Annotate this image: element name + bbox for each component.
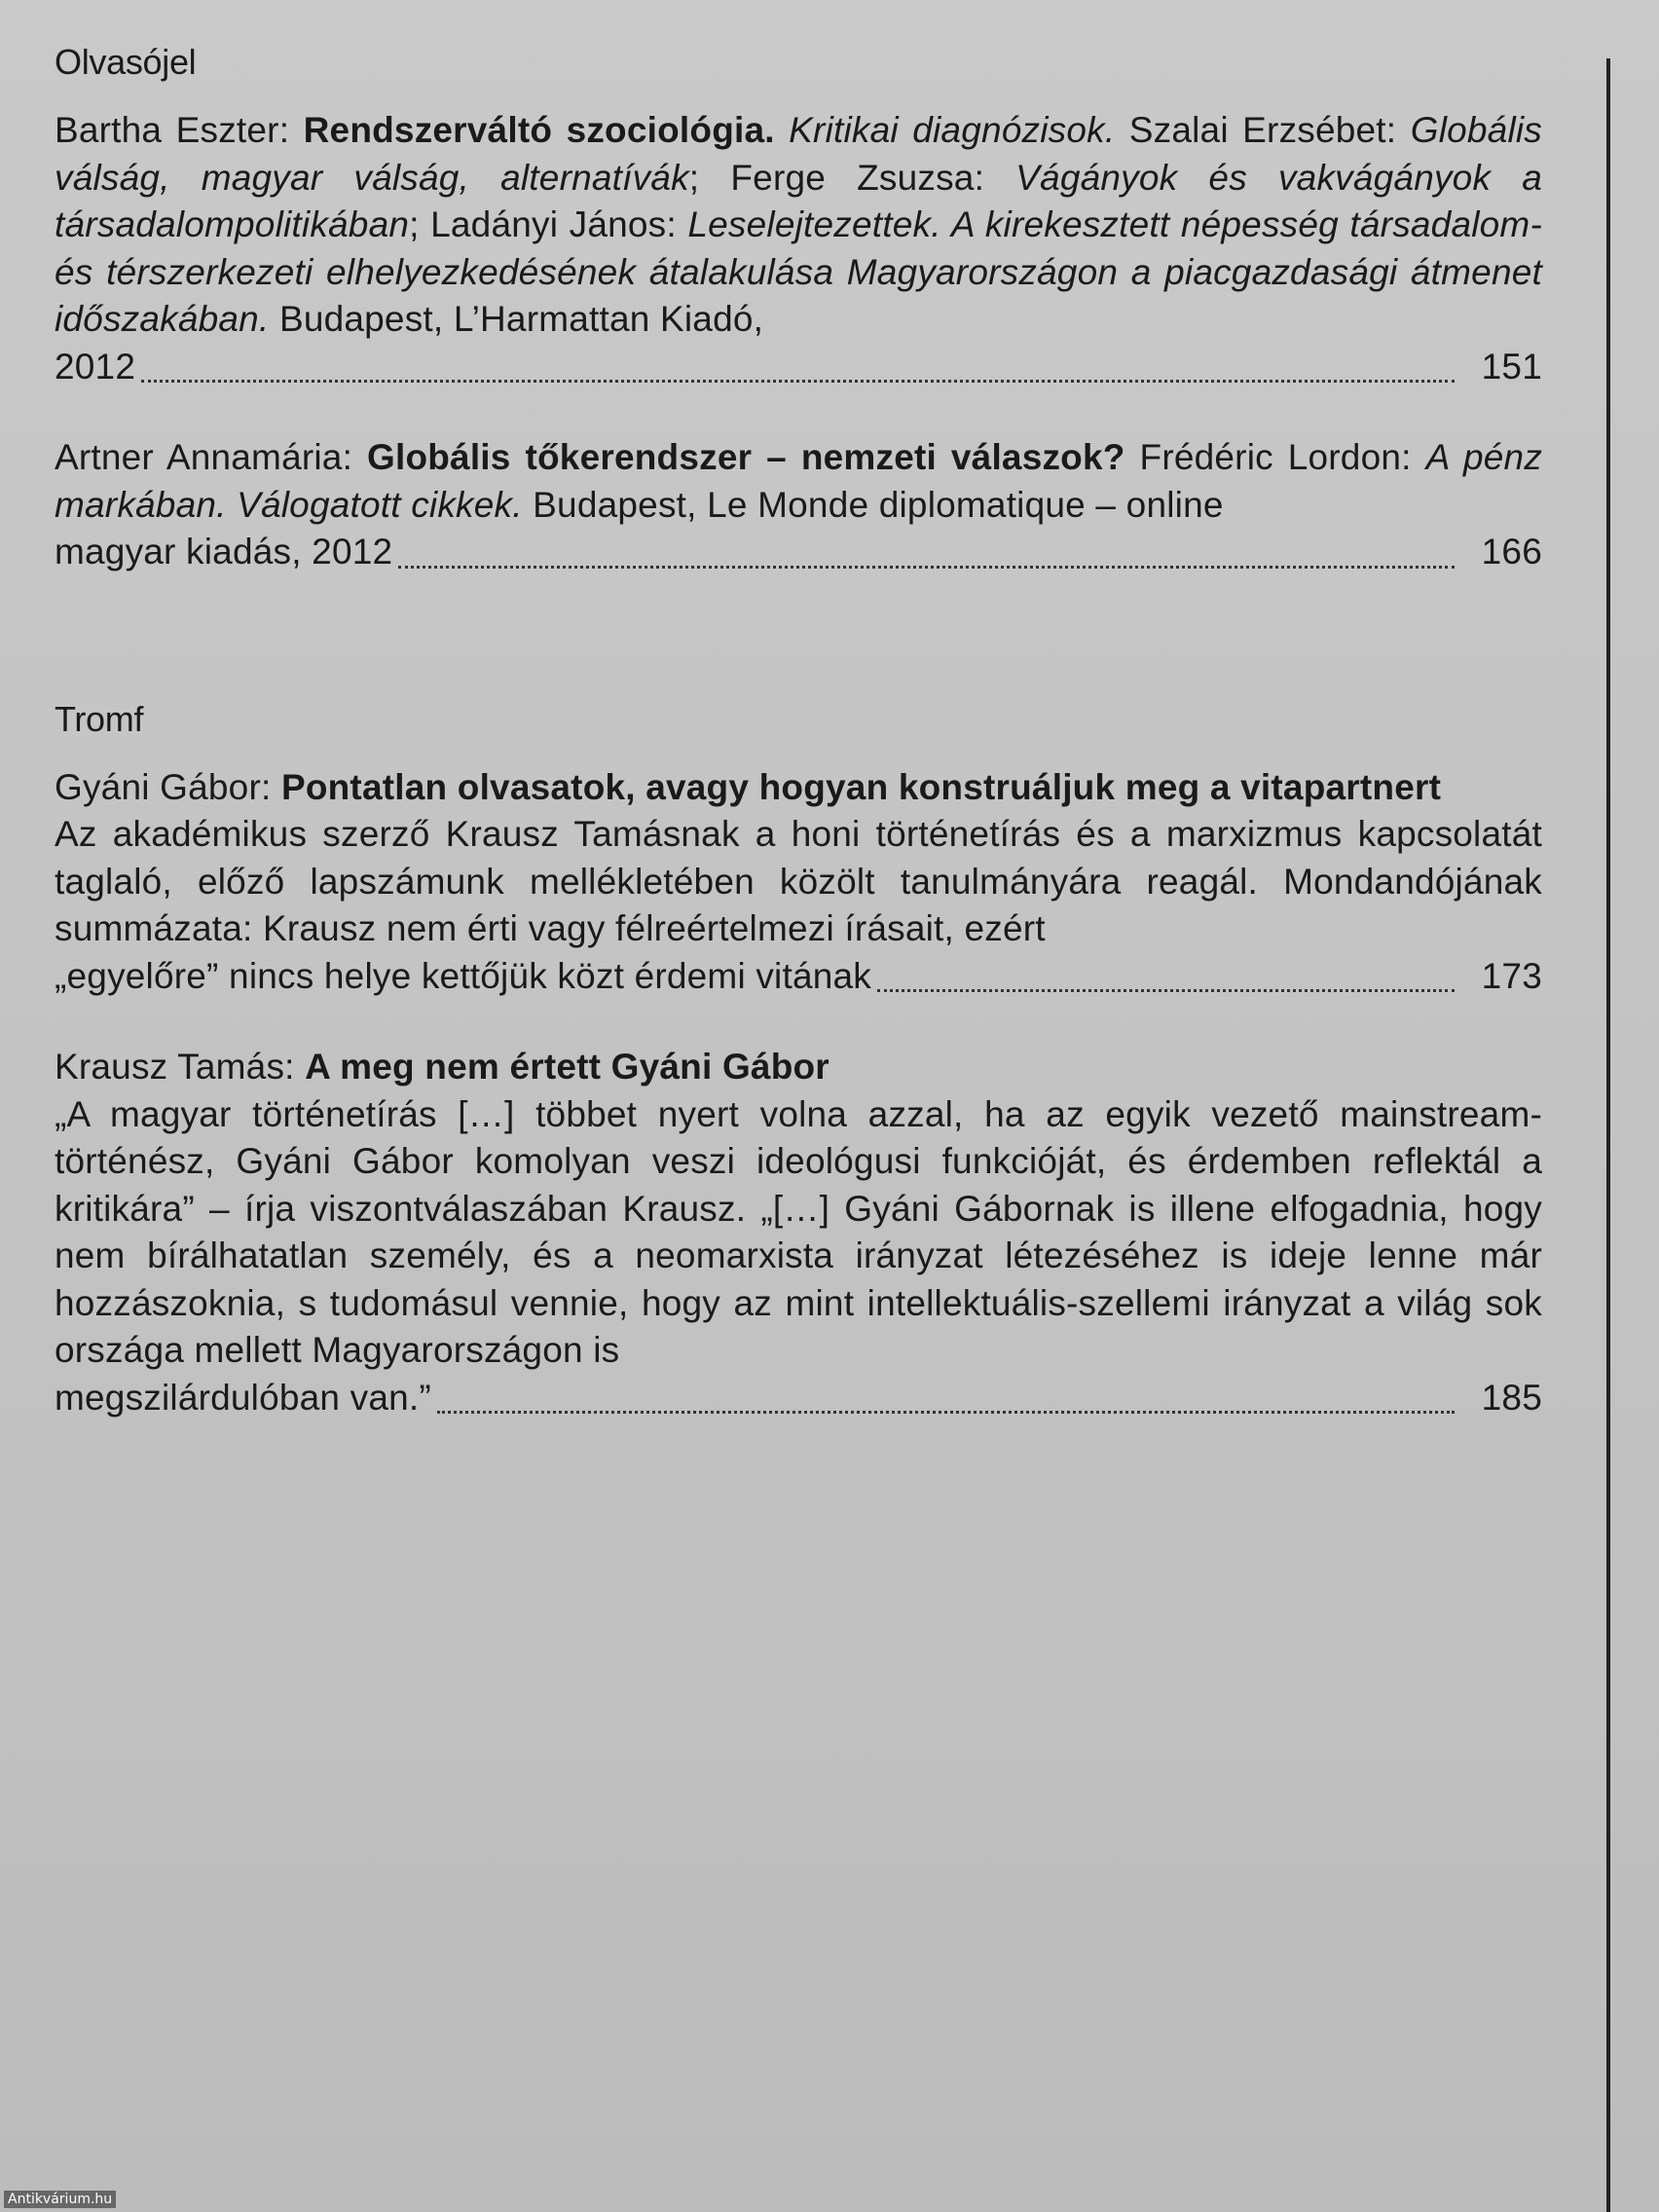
- entry-last-line: [55, 953, 1542, 1001]
- entry-italic: Globális válság, magyar válság, alternatívák: [55, 110, 1542, 198]
- entry-abstract: Az akadémikus szerző Krausz Tamásnak a honi történetírás és a marxizmus kapcsolatát taglaló, előző lapszámunk mellékletében közölt tanulmányára reagál. Mondandójának summázata: Krausz nem érti vagy félreértelmezi írásait, ezért: [55, 814, 1542, 948]
- toc-entry: [55, 764, 1542, 1001]
- page-number: 173: [1481, 955, 1542, 996]
- leader-dots: [141, 380, 1455, 383]
- leader-dots: [398, 566, 1454, 569]
- section-title-olvasojel: Olvasójel: [55, 42, 197, 82]
- entry-title: Globális tőkerendszer – nemzeti válaszok?: [366, 437, 1125, 477]
- entry-abstract: „A magyar történetírás […] többet nyert volna azzal, ha az egyik vezető mainstream-történész, Gyáni Gábor komolyan veszi ideológusi funkcióját, és érdemben reflektál a kritikára” – írja viszontválaszában Krausz. „[…] Gyáni Gábornak is illene elfogadnia, hogy nem bírálhatatlan személy, és a neomarxista irányzat létezéséhez is ideje lenne már hozzászoknia, s tudomásul vennie, hogy az mint intellektuális-szellemi irányzat a világ sok országa mellett Magyarországon is: [55, 1093, 1542, 1370]
- entry-subtitle: Kritikai diagnózisok.: [789, 110, 1116, 150]
- entry-text: Budapest, Le Monde diplomatique – online: [533, 484, 1224, 525]
- entry-last-text: megszilárdulóban van.”: [55, 1377, 431, 1418]
- entry-italic: Leselejtezettek. A kirekesztett népesség társadalom- és térszerkezeti elhelyezkedésének átalakulása Magyarországon a piacgazdasági átmenet időszakában.: [55, 204, 1542, 339]
- leader-dots: [877, 989, 1455, 992]
- entry-text: Szalai Erzsébet:: [1128, 110, 1397, 150]
- entry-last-text: „egyelőre” nincs helye kettőjük közt érdemi vitának: [55, 955, 871, 996]
- entry-title: Rendszerváltó szociológia.: [303, 110, 775, 150]
- entry-last-line: [55, 344, 1542, 391]
- entry-text: Budapest, L’Harmattan Kiadó,: [278, 299, 764, 339]
- entry-text: Frédéric Lordon:: [1139, 437, 1412, 477]
- toc-entry: [55, 434, 1542, 576]
- page-number: 185: [1481, 1377, 1542, 1418]
- entry-author: Bartha Eszter:: [55, 110, 290, 150]
- toc-entry: [55, 107, 1542, 390]
- entry-last-text: 2012: [55, 346, 136, 387]
- entry-italic: Vágányok és vakvágányok a társadalompolitikában: [55, 157, 1543, 244]
- toc-entry: [55, 1044, 1542, 1421]
- entry-last-line: [55, 529, 1542, 576]
- page-number: 166: [1481, 532, 1542, 571]
- entry-author: Krausz Tamás:: [55, 1047, 295, 1087]
- table-of-contents-page: [55, 39, 1542, 1465]
- entry-author: Artner Annamária:: [55, 437, 353, 477]
- entry-title: Pontatlan olvasatok, avagy hogyan konstruáljuk meg a vitapartnert: [280, 766, 1442, 807]
- entry-last-text: magyar kiadás, 2012: [55, 532, 393, 571]
- watermark: Antikvárium.hu: [4, 2191, 116, 2208]
- section-title-tromf: Tromf: [55, 698, 144, 739]
- entry-text: ; Ladányi János:: [409, 204, 677, 244]
- entry-last-line: [55, 1375, 1542, 1422]
- entry-italic: A pénz markában. Válogatott cikkek.: [55, 437, 1543, 525]
- entry-text: ; Ferge Zsuzsa:: [688, 157, 985, 198]
- entry-title: A meg nem értett Gyáni Gábor: [305, 1047, 830, 1087]
- leader-dots: [437, 1411, 1455, 1414]
- entry-author: Gyáni Gábor:: [55, 766, 272, 807]
- page-edge-rule: [1606, 58, 1610, 2212]
- page-number: 151: [1481, 346, 1542, 387]
